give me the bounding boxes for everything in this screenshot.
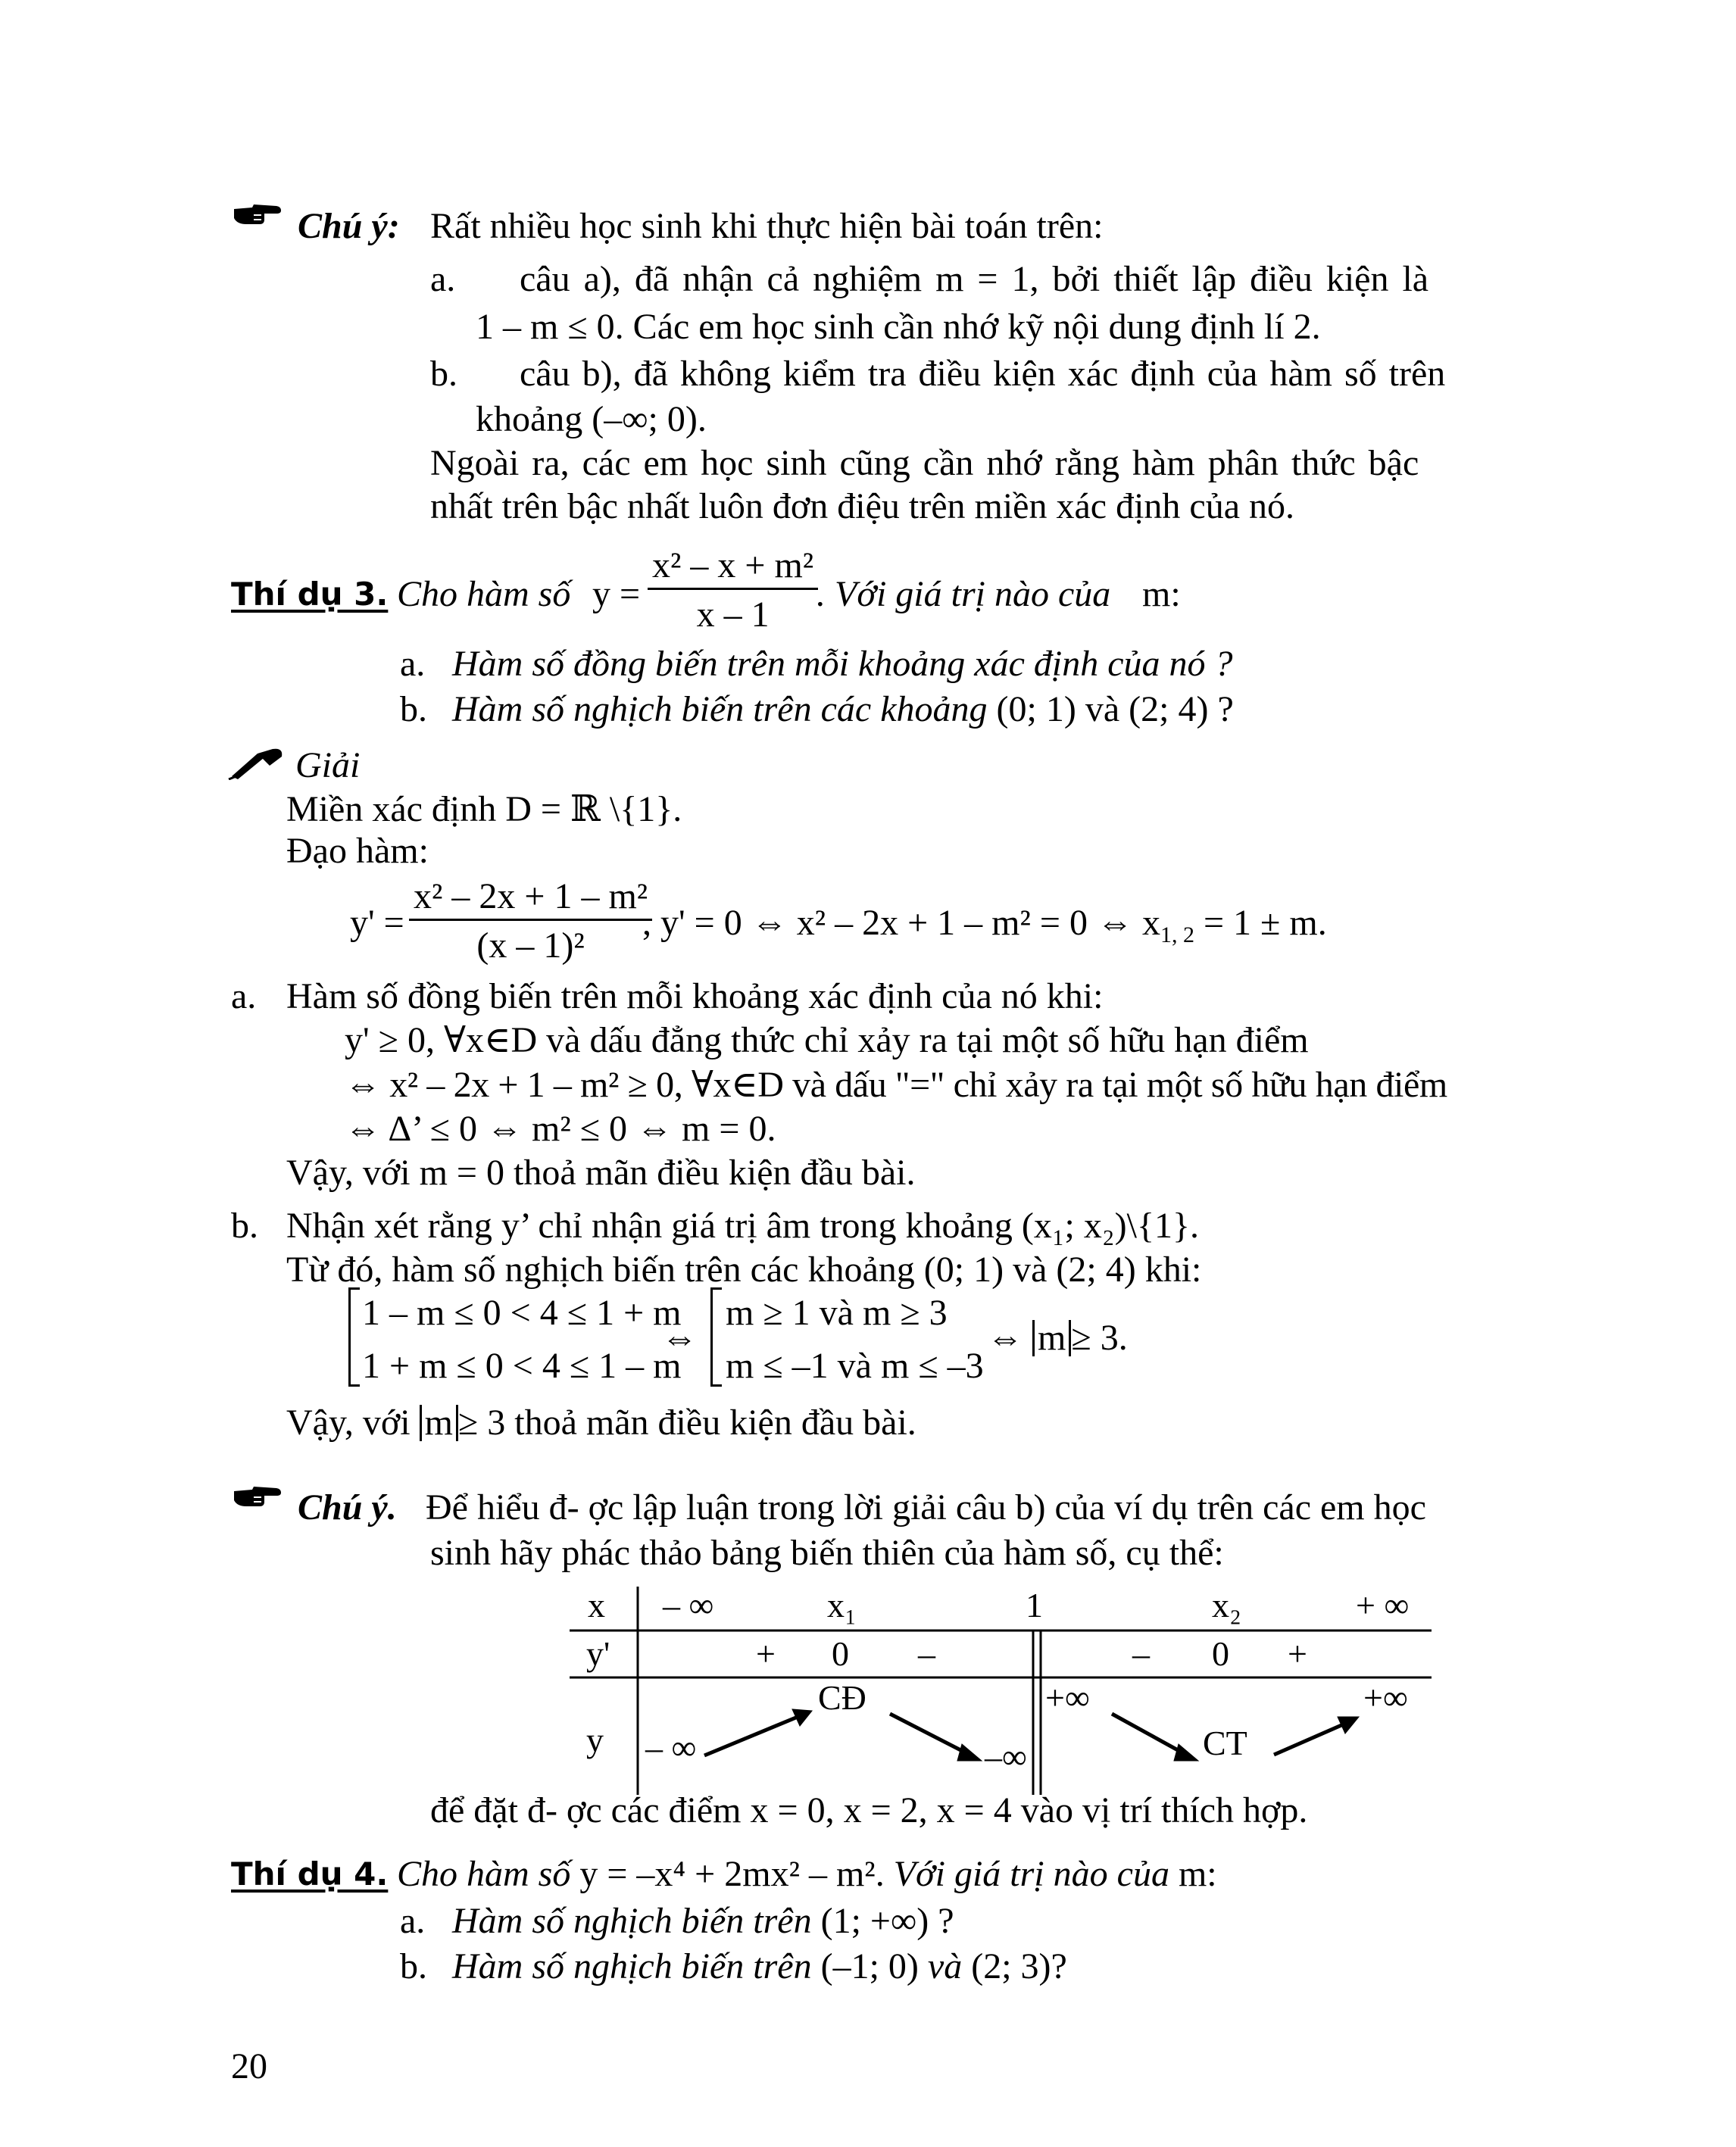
system-result-abs: m — [1032, 1320, 1071, 1356]
system-arrow: ⇔ — [661, 1318, 698, 1358]
table-row-x: x — [588, 1586, 605, 1624]
solution-domain: Miền xác định D = ℝ \{1}. — [286, 789, 682, 829]
solution-yprime-tail: , y' = 0 ⇔ x² – 2x + 1 – m² = 0 ⇔ x — [642, 903, 1160, 943]
example3-tail: . Với giá trị nào của — [816, 574, 1111, 614]
example3-a-marker: a. — [400, 644, 426, 684]
example3-lead: Cho hàm số — [397, 574, 571, 614]
solution-a-line3: ⇔ x² – 2x + 1 – m² ≥ 0, ∀x∈D và dấu "=" chỉ xảy ra tại một số hữu hạn điểm — [345, 1065, 1447, 1105]
table-x-neg-inf: – ∞ — [663, 1586, 714, 1624]
solution-a-line1: Hàm số đồng biến trên mỗi khoảng xác định của nó khi: — [286, 976, 1104, 1016]
example3-fraction-denominator: x – 1 — [648, 588, 818, 637]
example4-a-text-rest: (1; +∞) ? — [820, 1901, 954, 1941]
solution-yprime-end: = 1 ± m. — [1194, 903, 1327, 943]
solution-b-line1: Nhận xét rằng y’ chỉ nhận giá trị âm trong khoảng (x₁; x₂)\{1}. — [286, 1206, 1200, 1246]
solution-b-marker: b. — [231, 1206, 258, 1246]
example4-tail-var: m: — [1178, 1854, 1217, 1894]
example4-stem — [397, 1852, 1217, 1896]
example4-b-text-italic: Hàm số nghịch biến trên — [452, 1946, 812, 1986]
example3-b-text — [452, 688, 1234, 732]
table-y-pos-inf-mid: +∞ — [1045, 1678, 1090, 1717]
table-x-pos-inf: + ∞ — [1356, 1586, 1410, 1624]
solution-a-line5: Vậy, với m = 0 thoả mãn điều kiện đầu bài. — [286, 1153, 916, 1193]
system1-row2: 1 + m ≤ 0 < 4 ≤ 1 – m — [362, 1346, 682, 1386]
table-y-cd: CĐ — [818, 1678, 866, 1717]
note2-title: Chú ý. — [298, 1487, 397, 1528]
solution-a-marker: a. — [231, 976, 257, 1016]
system2-bracket — [710, 1287, 722, 1387]
note1-item-a-line2: 1 – m ≤ 0. Các em học sinh cần nhớ kỹ nội dung định lí 2. — [476, 307, 1321, 347]
note2-line1: Để hiểu đ- ợc lập luận trong lời giải câu b) của ví dụ trên các em học — [426, 1487, 1426, 1528]
solution-title: Giải — [295, 745, 361, 785]
note2-line2: sinh hãy phác thảo bảng biến thiên của hàm số, cụ thể: — [430, 1533, 1224, 1573]
system2-row2: m ≤ –1 và m ≤ –3 — [726, 1346, 984, 1386]
example3-b-text-rest: (0; 1) và (2; 4) ? — [996, 689, 1234, 729]
note1-item-a-marker: a. — [430, 259, 456, 299]
arrow-decrease-1 — [890, 1714, 969, 1755]
example3-fraction-numerator: x² – x + m² — [652, 545, 814, 585]
table-y-ct: CT — [1203, 1724, 1247, 1762]
solution-derivative-label: Đạo hàm: — [286, 831, 429, 871]
note1-title: Chú ý: — [298, 206, 400, 246]
solution-b-conclusion-post: ≥ 3 thoả mãn điều kiện đầu bài. — [457, 1403, 916, 1443]
solution-yprime-numerator: x² – 2x + 1 – m² — [414, 876, 648, 916]
page-number: 20 — [231, 2046, 267, 2086]
arrow-decrease-2-head — [1174, 1744, 1198, 1761]
pointing-hand-icon-2 — [231, 1481, 284, 1524]
arrow-increase-1 — [704, 1715, 801, 1755]
pencil-hand-icon — [227, 746, 288, 791]
variation-table — [560, 1579, 1439, 1799]
example4-b-marker: b. — [400, 1946, 427, 1986]
table-yp-minus-2: – — [1132, 1634, 1150, 1673]
table-y-neg-inf-mid: –∞ — [985, 1737, 1027, 1776]
system1-bracket — [348, 1287, 360, 1387]
example4-b-text — [452, 1945, 1067, 1989]
example3-fraction — [648, 544, 818, 636]
solution-yprime-fraction — [409, 875, 652, 967]
note1-item-b-line2: khoảng (–∞; 0). — [476, 399, 707, 439]
table-x-x1: x₁ — [827, 1586, 857, 1624]
pointing-hand-icon — [231, 198, 284, 242]
example4-b-text-end: (2; 3)? — [971, 1946, 1067, 1986]
table-yp-plus-1: + — [756, 1634, 776, 1673]
table-yp-minus-1: – — [918, 1634, 935, 1673]
example4-tail: Với giá trị nào của — [893, 1854, 1169, 1894]
note1-intro: Rất nhiều học sinh khi thực hiện bài toán trên: — [430, 206, 1104, 246]
solution-b-conclusion-abs: m — [420, 1405, 458, 1441]
example3-tail-var: m: — [1142, 574, 1181, 614]
table-row-y: y — [586, 1721, 604, 1759]
example4-a-text — [452, 1899, 954, 1943]
table-x-x2: x₂ — [1212, 1586, 1242, 1624]
solution-a-line4: ⇔ Δ’ ≤ 0 ⇔ m² ≤ 0 ⇔ m = 0. — [345, 1109, 776, 1149]
solution-yprime-denominator: (x – 1)² — [409, 919, 652, 968]
table-yp-plus-2: + — [1288, 1634, 1307, 1673]
example4-label: Thí dụ 4. — [231, 1855, 389, 1893]
example3-label: Thí dụ 3. — [231, 576, 389, 613]
note1-item-a-line1: câu a), đã nhận cả nghiệm m = 1, bởi thiết lập điều kiện là — [520, 259, 1429, 299]
solution-yprime-eq: y' = — [350, 903, 404, 943]
arrow-decrease-2 — [1112, 1714, 1186, 1755]
example4-b-text-rest: (–1; 0) — [820, 1946, 919, 1986]
table-yp-zero-2: 0 — [1212, 1634, 1229, 1673]
note2-after: để đặt đ- ợc các điểm x = 0, x = 2, x = 4 vào vị trí thích hợp. — [430, 1790, 1308, 1830]
table-y-pos-inf-right: +∞ — [1363, 1678, 1408, 1717]
example3-b-marker: b. — [400, 689, 427, 729]
arrow-increase-2 — [1274, 1723, 1347, 1755]
table-x-one: 1 — [1026, 1586, 1043, 1624]
arrow-decrease-1-head — [957, 1744, 982, 1761]
system-result-arrow: ⇔ — [987, 1318, 1023, 1358]
example4-a-text-italic: Hàm số nghịch biến trên — [452, 1901, 812, 1941]
note1-item-b-line1: câu b), đã không kiểm tra điều kiện xác định của hàm số trên — [520, 354, 1446, 394]
example3-b-text-italic: Hàm số nghịch biến trên các khoảng — [452, 689, 988, 729]
note1-extra-line1: Ngoài ra, các em học sinh cũng cần nhớ rằng hàm phân thức bậc — [430, 443, 1419, 483]
example4-b-text-and: và — [927, 1946, 963, 1986]
table-yp-zero-1: 0 — [832, 1634, 849, 1673]
system2-row1: m ≥ 1 và m ≥ 3 — [726, 1293, 948, 1333]
table-y-neg-inf-left: – ∞ — [645, 1728, 697, 1767]
solution-yprime-roots — [642, 901, 1327, 945]
note1-item-b-marker: b. — [430, 354, 457, 394]
example4-a-marker: a. — [400, 1901, 426, 1941]
solution-b-line2: Từ đó, hàm số nghịch biến trên các khoảng (0; 1) và (2; 4) khi: — [286, 1250, 1202, 1290]
system-result — [987, 1316, 1128, 1360]
solution-a-line2: y' ≥ 0, ∀x∈D và dấu đẳng thức chỉ xảy ra tại một số hữu hạn điểm — [345, 1020, 1309, 1060]
example4-lead: Cho hàm số — [397, 1854, 571, 1894]
example3-y-eq: y = — [592, 574, 641, 614]
table-row-yprime: y' — [586, 1634, 610, 1673]
example4-formula: y = –x⁴ + 2mx² – m². — [579, 1854, 885, 1894]
system1-row1: 1 – m ≤ 0 < 4 ≤ 1 + m — [362, 1293, 682, 1333]
solution-yprime-sub: 1, 2 — [1160, 922, 1194, 947]
note1-extra-line2: nhất trên bậc nhất luôn đơn điệu trên miền xác định của nó. — [430, 486, 1295, 526]
solution-b-conclusion-pre: Vậy, với — [286, 1403, 411, 1443]
solution-b-conclusion — [286, 1401, 916, 1445]
example3-a-text: Hàm số đồng biến trên mỗi khoảng xác định của nó ? — [452, 644, 1233, 684]
system-result-tail: ≥ 3. — [1071, 1318, 1128, 1358]
